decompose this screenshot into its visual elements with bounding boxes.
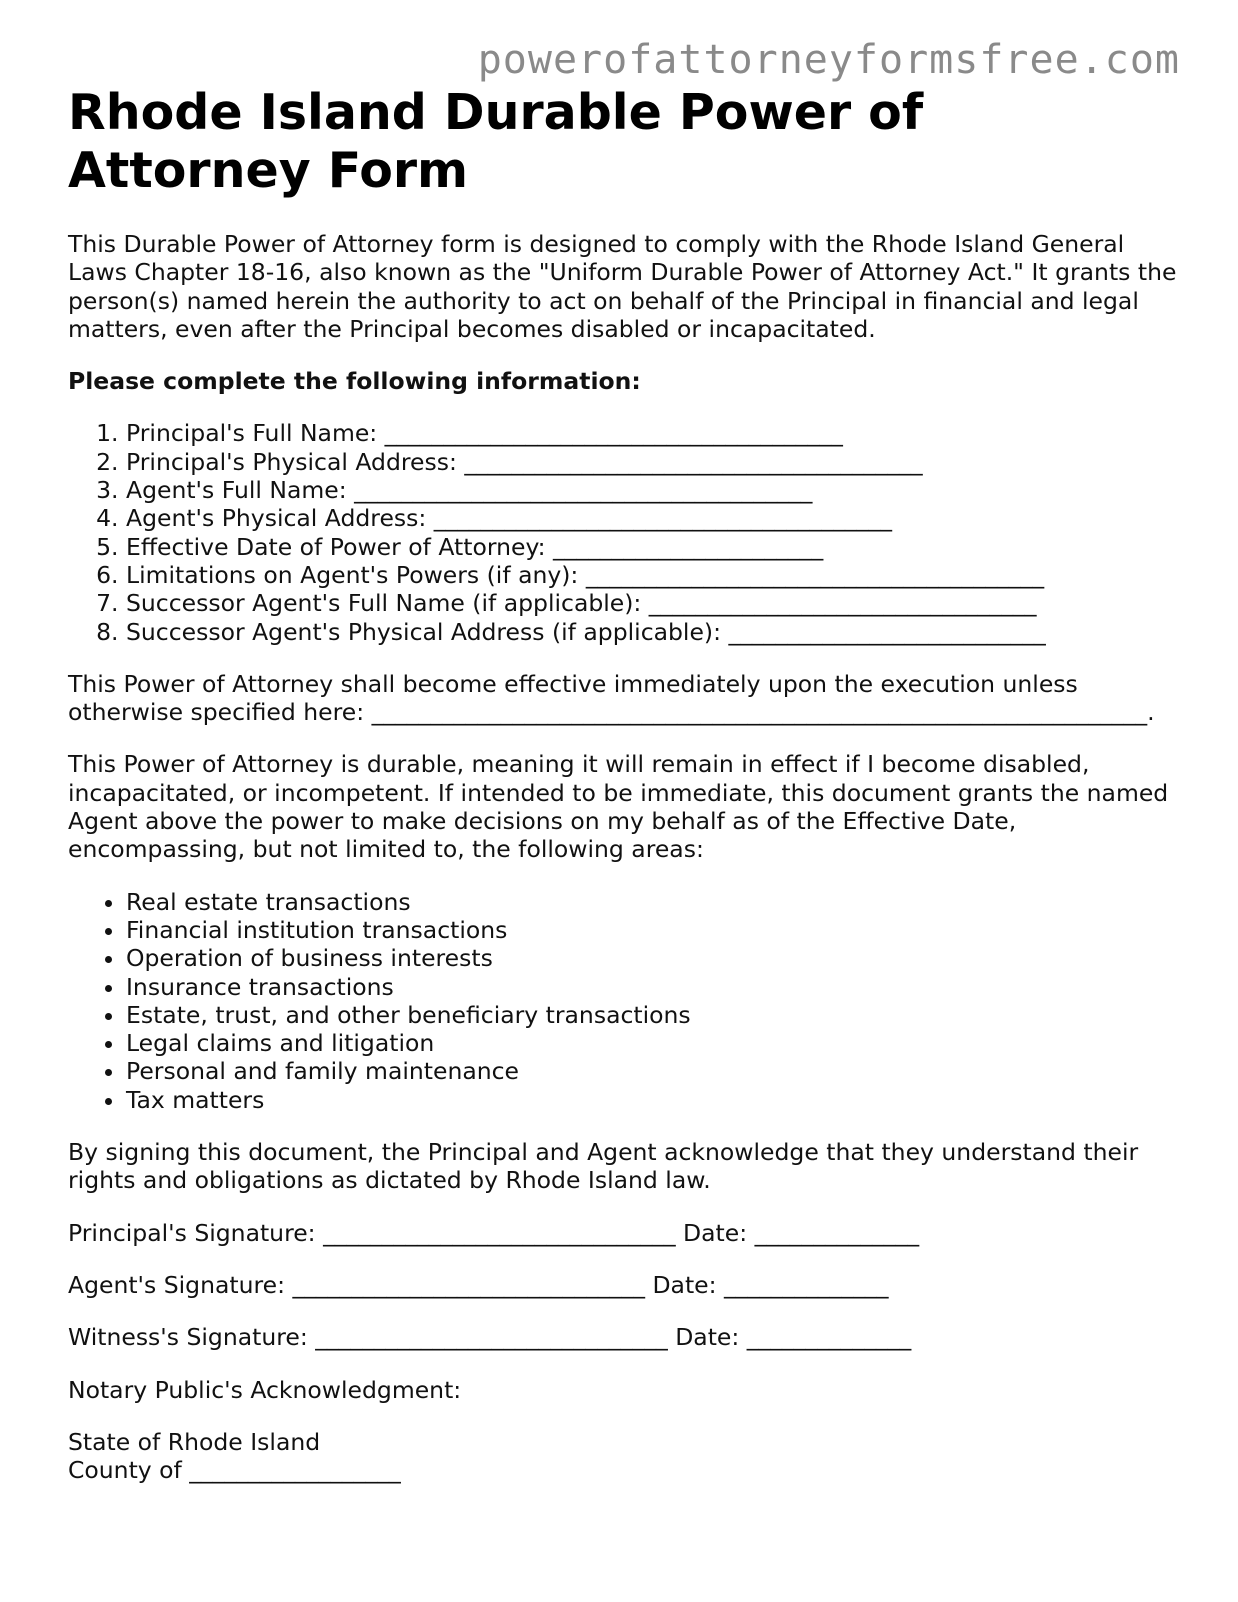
- effective-paragraph: This Power of Attorney shall become effective immediately upon the execution unless otherwise specified here: __________________________________________________________________.: [68, 669, 1155, 727]
- power-item: • Personal and family maintenance: [126, 1057, 1178, 1085]
- watermark: powerofattorneyformsfree.com: [477, 37, 1180, 83]
- field-agent-name[interactable]: 3. Agent's Full Name: _______________________________________: [126, 476, 1178, 504]
- field-effective-date[interactable]: 5. Effective Date of Power of Attorney: _______________________: [126, 533, 1178, 561]
- field-limitations[interactable]: 6. Limitations on Agent's Powers (if any): _______________________________________: [126, 561, 1178, 589]
- agent-signature-line[interactable]: Agent's Signature: ______________________________ Date: ______________: [68, 1270, 889, 1299]
- notary-state: State of Rhode Island: [68, 1427, 321, 1456]
- power-item: • Tax matters: [126, 1086, 1178, 1114]
- intro-paragraph: This Durable Power of Attorney form is designed to comply with the Rhode Island General Laws Chapter 18-16, also known as the "Uniform Durable Power of Attorney Act." It grants the person(s) named herein the authority to act on behalf of the Principal in financial and legal matters, even after the Principal becomes disabled or incapacitated.: [68, 230, 1177, 343]
- powers-list: [68, 888, 1178, 1114]
- power-item: • Real estate transactions: [126, 888, 1178, 916]
- power-item: • Insurance transactions: [126, 973, 1178, 1001]
- notary-county-field[interactable]: County of __________________: [68, 1456, 401, 1485]
- field-successor-agent-name[interactable]: 7. Successor Agent's Full Name (if applicable): _________________________________: [126, 589, 1178, 617]
- information-fields-list: [68, 419, 1178, 645]
- power-item: • Operation of business interests: [126, 944, 1178, 972]
- instructions-heading: Please complete the following information:: [68, 367, 641, 396]
- acknowledge-paragraph: By signing this document, the Principal and Agent acknowledge that they understand their rights and obligations as dictated by Rhode Island law.: [68, 1138, 1139, 1195]
- field-successor-agent-address[interactable]: 8. Successor Agent's Physical Address (if applicable): ___________________________: [126, 618, 1178, 646]
- power-item: • Estate, trust, and other beneficiary transactions: [126, 1001, 1178, 1029]
- field-agent-address[interactable]: 4. Agent's Physical Address: _______________________________________: [126, 504, 1178, 532]
- notary-heading: Notary Public's Acknowledgment:: [68, 1375, 462, 1404]
- witness-signature-line[interactable]: Witness's Signature: ______________________________ Date: ______________: [68, 1323, 912, 1352]
- power-item: • Financial institution transactions: [126, 916, 1178, 944]
- field-principal-address[interactable]: 2. Principal's Physical Address: _______________________________________: [126, 448, 1178, 476]
- page-title: Rhode Island Durable Power of Attorney Form: [68, 84, 924, 199]
- principal-signature-line[interactable]: Principal's Signature: ______________________________ Date: ______________: [68, 1218, 920, 1247]
- power-item: • Legal claims and litigation: [126, 1029, 1178, 1057]
- durable-paragraph: This Power of Attorney is durable, meaning it will remain in effect if I become disabled, incapacitated, or incompetent. If intended to be immediate, this document grants the named Agent above the power to make decisions on my behalf as of the Effective Date, encompassing, but not limited to, the following areas:: [68, 750, 1169, 864]
- document-body: [68, 230, 1178, 1484]
- field-principal-name[interactable]: 1. Principal's Full Name: _______________________________________: [126, 419, 1178, 447]
